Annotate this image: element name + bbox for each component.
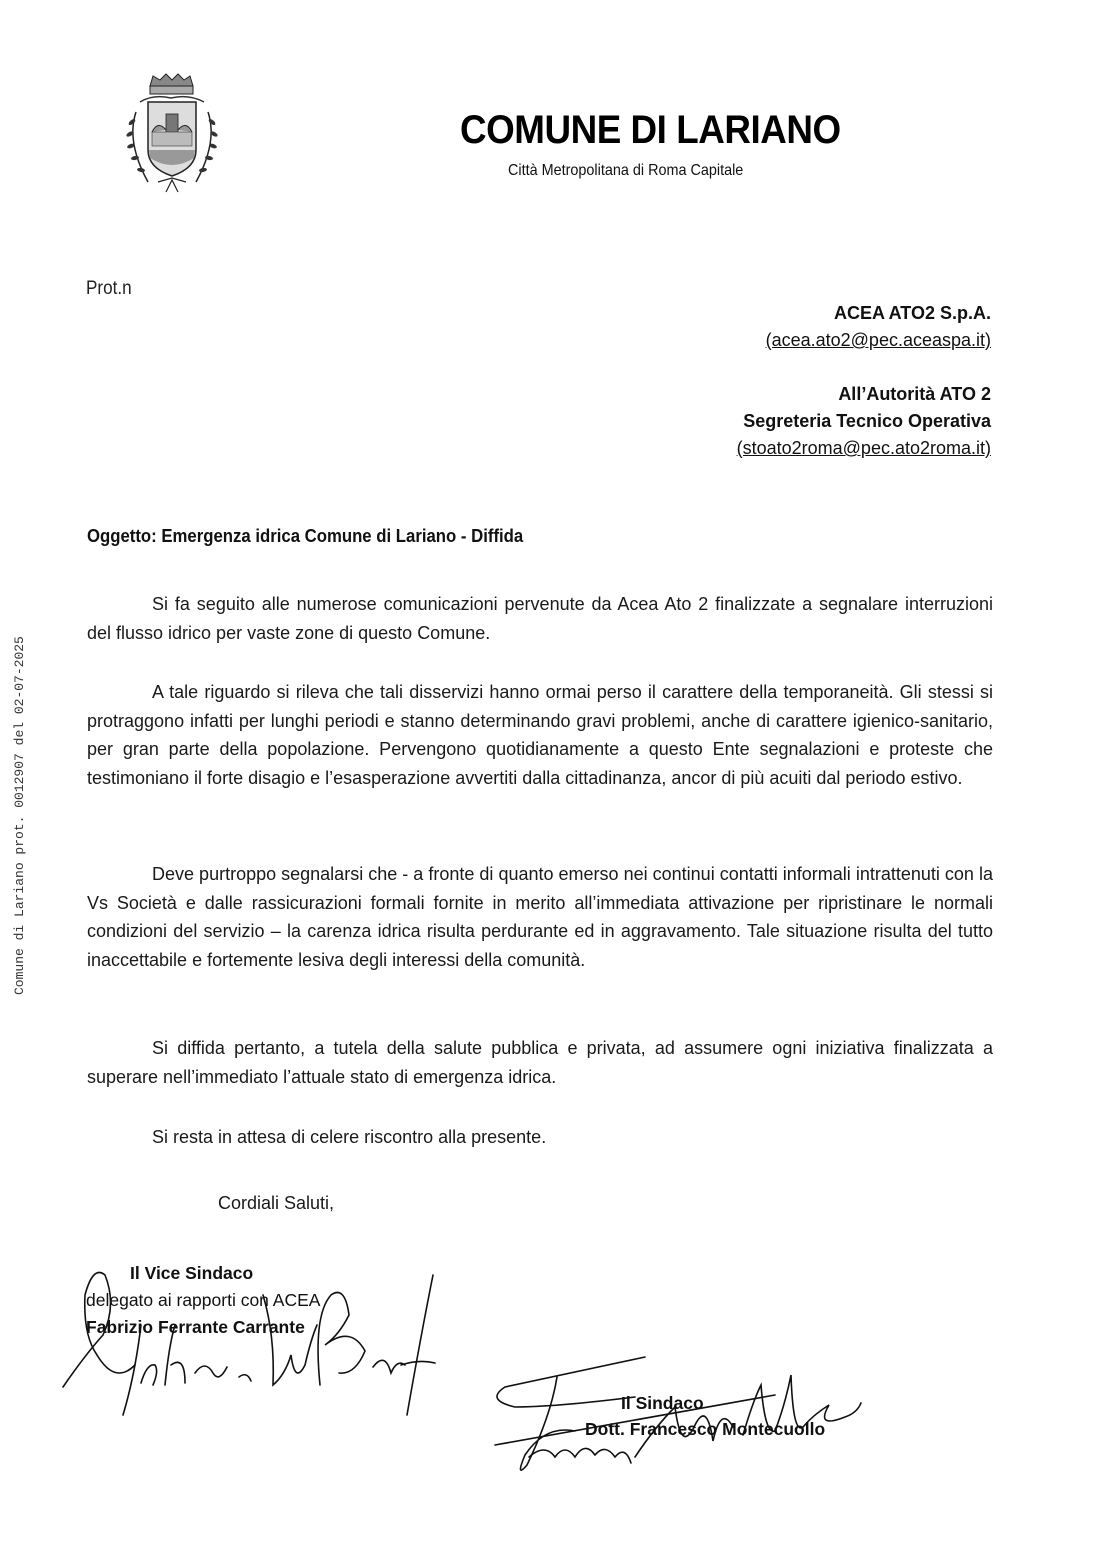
letter-subject: Oggetto: Emergenza idrica Comune di Lariano - Diffida (87, 526, 524, 546)
mayor-role: Il Sindaco (621, 1393, 704, 1413)
mayor-name: Dott. Francesco Montecuollo (585, 1419, 826, 1439)
vice-mayor-name: Fabrizio Ferrante Carrante (86, 1317, 305, 1337)
recipient-email-link[interactable]: (stoato2roma@pec.ato2roma.it) (736, 438, 991, 458)
mayor-handwritten-signature (485, 1345, 865, 1485)
recipient-name: ACEA ATO2 S.p.A. (833, 303, 991, 323)
vice-mayor-delegation: delegato ai rapporti con ACEA (86, 1290, 321, 1310)
body-paragraph: Deve purtroppo segnalarsi che - a fronte di quanto emerso nei continui contatti informali intrattenuti con la Vs Società e dalle rassicurazioni formali fornite in merito all’immediata attivazione per ripristinare le normali condizioni del servizio – la carenza idrica risulta perdurante ed in aggravamento. Tale situazione risulta del tutto inaccettabile e fortemente lesiva degli interessi della comunità. (87, 864, 993, 970)
protocol-label: Prot.n (86, 278, 132, 299)
body-paragraph: Si resta in attesa di celere riscontro alla presente. (152, 1127, 547, 1147)
protocol-stamp: Comune di Lariano prot. 0012907 del 02-07-2025 (12, 636, 27, 995)
vice-mayor-handwritten-signature (55, 1255, 445, 1435)
body-paragraph: Si diffida pertanto, a tutela della salute pubblica e privata, ad assumere ogni iniziativa finalizzata a superare nell’immediato l’attuale stato di emergenza idrica. (87, 1038, 993, 1087)
body-paragraph: A tale riguardo si rileva che tali disservizi hanno ormai perso il carattere della temporaneità. Gli stessi si protraggono infatti per lunghi periodi e stanno determinando gravi problemi, anche di carattere igienico-sanitario, per gran parte della popolazione. Pervengono quotidianamente a questo Ente segnalazioni e proteste che testimoniano il forte disagio e l’esasperazione avvertiti dalla cittadinanza, ancor di più acuiti dal periodo estivo. (87, 682, 993, 788)
closing-salutation: Cordiali Saluti, (218, 1193, 335, 1213)
body-paragraph: Si fa seguito alle numerose comunicazioni pervenute da Acea Ato 2 finalizzate a segnalare interruzioni del flusso idrico per vaste zone di questo Comune. (87, 594, 993, 643)
recipient-email-link[interactable]: (acea.ato2@pec.aceaspa.it) (765, 330, 991, 350)
recipient-name: All’Autorità ATO 2 (838, 384, 991, 404)
recipient-department: Segreteria Tecnico Operativa (743, 411, 991, 431)
coat-of-arms-icon (118, 72, 224, 197)
vice-mayor-role: Il Vice Sindaco (130, 1263, 254, 1283)
recipients-block (737, 300, 991, 462)
municipality-subtitle: Città Metropolitana di Roma Capitale (508, 162, 744, 179)
municipality-title: COMUNE DI LARIANO (460, 108, 841, 152)
